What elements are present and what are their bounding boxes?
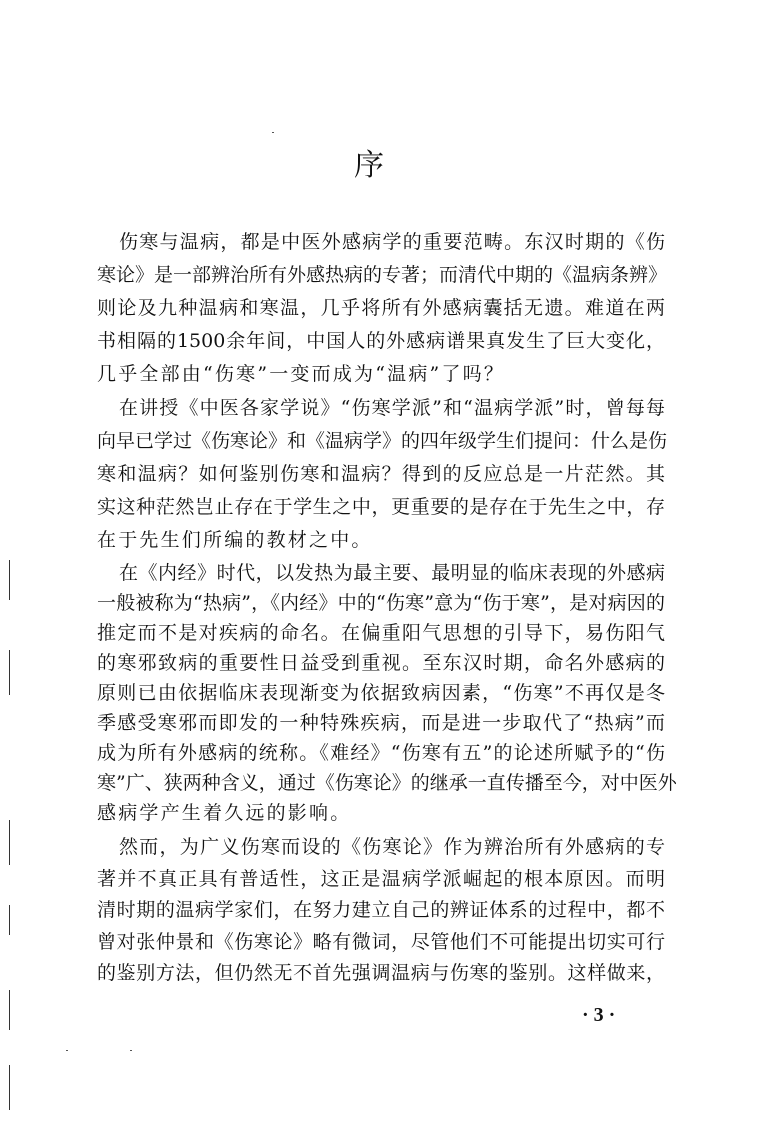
paragraph [97,558,677,828]
scan-artifact-line [9,1065,10,1110]
paragraph [97,832,665,990]
text-line: 在于先生们所编的教材之中。 [97,529,373,551]
text-line: 著并不真正具有普适性，这正是温病学派崛起的根本原因。而明 [97,867,665,890]
scan-artifact-line [9,905,10,935]
text-line: 的鉴别方法，但仍然无不首先强调温病与伤寒的鉴别。这样做来， [97,962,665,984]
text-line: 寒和温病？如何鉴别伤寒和温病？得到的反应总是一片茫然。其 [97,463,665,485]
text-line: 向早已学过《伤寒论》和《温病学》的四年级学生们提问：什么是伤 [97,430,668,452]
scan-artifact-line [9,560,10,600]
text-line: 的寒邪致病的重要性日益受到重视。至东汉时期，命名外感病的 [97,652,665,674]
paragraph [97,226,668,391]
text-line: 在《内经》时代，以发热为最主要、最明显的临床表现的外感病 [119,562,665,584]
text-line: 寒”广、狭两种含义，通过《伤寒论》的继承一直传播至今，对中医外 [97,772,677,794]
scan-artifact-dot [130,1050,132,1051]
text-line: 成为所有外感病的统称。《难经》“伤寒有五”的论述所赋予的“伤 [97,742,665,764]
text-line: 伤寒与温病，都是中医外感病学的重要范畴。东汉时期的《伤 [119,231,665,253]
text-line: 寒论》是一部辨治所有外感热病的专著；而清代中期的《温病条辨》 [97,264,668,286]
text-line: 曾对张仲景和《伤寒论》略有微词，尽管他们不可能提出切实可行 [97,930,665,953]
text-line: 在讲授《中医各家学说》“伤寒学派”和“温病学派”时，曾每每 [119,397,665,419]
text-line: 原则已由依据临床表现渐变为依据致病因素，“伤寒”不再仅是冬 [97,682,665,704]
text-line: 推定而不是对疾病的命名。在偏重阳气思想的引导下，易伤阳气 [97,622,665,644]
scan-artifact-dot [272,132,274,133]
text-line: 然而，为广义伤寒而设的《伤寒论》作为辨治所有外感病的专 [119,836,665,858]
page-title: 序 [354,148,384,183]
text-line: 书相隔的1500余年间，中国人的外感病谱果真发生了巨大变化， [97,330,665,352]
scan-artifact-line [9,650,10,695]
text-line: 季感受寒邪而即发的一种特殊疾病，而是进一步取代了“热病”而 [97,712,665,734]
text-line: 一般被称为“热病”，《内经》中的“伤寒”意为“伤于寒”，是对病因的 [97,592,665,614]
scan-artifact-line [9,990,10,1030]
text-line: 感病学产生着久远的影响。 [97,802,352,824]
text-line: 清时期的温病学家们，在努力建立自己的辨证体系的过程中，都不 [97,899,665,921]
text-line: 几乎全部由“伤寒”一变而成为“温病”了吗？ [97,363,506,385]
scan-artifact-dot [66,1050,68,1051]
paragraph [97,392,668,557]
text-line: 实这种茫然岂止存在于学生之中，更重要的是存在于先生之中，存 [97,496,665,518]
scan-artifact-line [9,820,10,865]
text-line: 则论及九种温病和寒温，几乎将所有外感病囊括无遗。难道在两 [97,297,665,319]
page-number: · 3 · [582,1004,616,1026]
